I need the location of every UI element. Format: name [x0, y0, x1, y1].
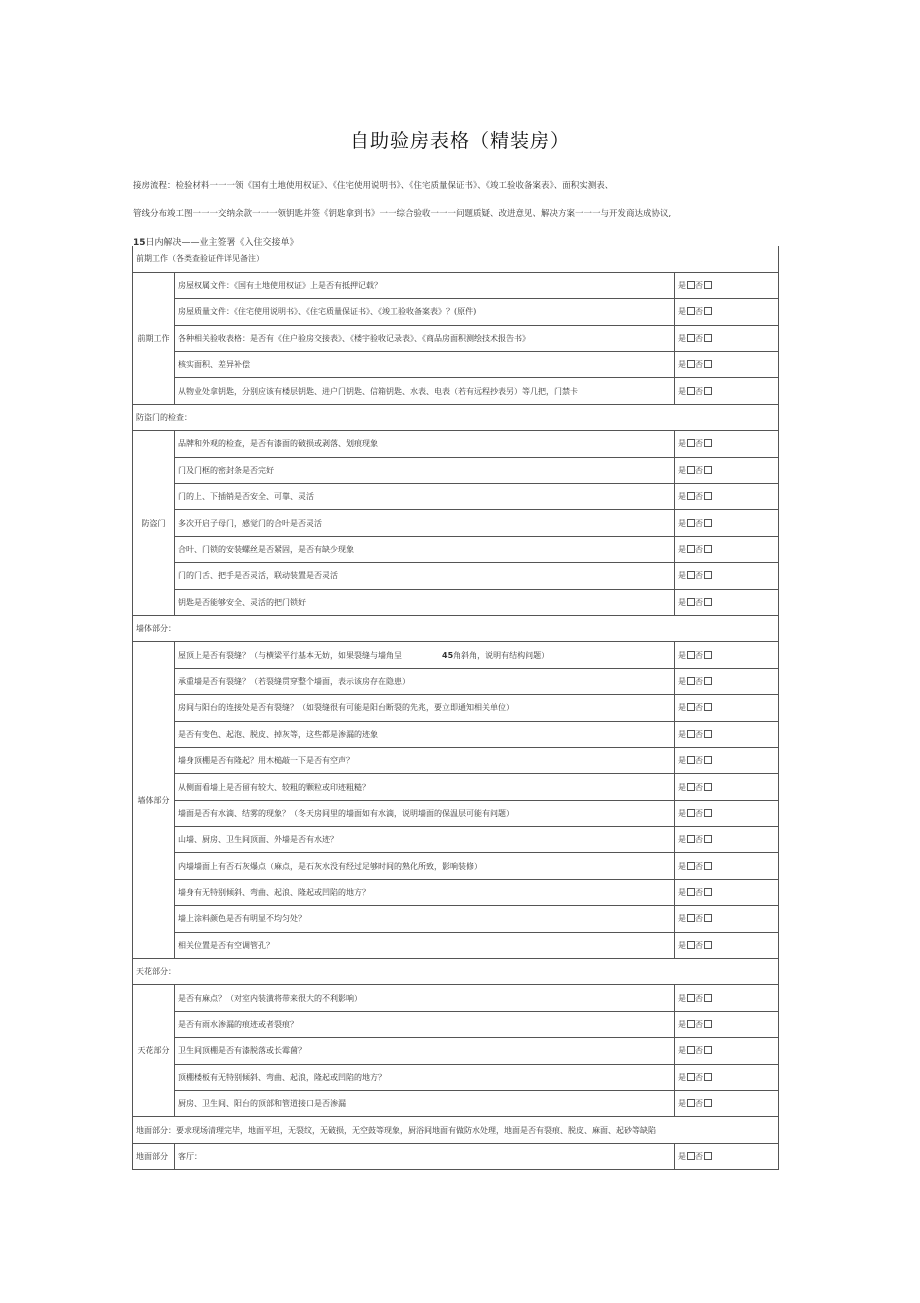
yes-checkbox[interactable]	[687, 783, 695, 791]
yes-no-checkbox-cell	[675, 299, 779, 325]
item-text: 卫生间顶棚是否有漆脱落或长霉菌？	[178, 1046, 306, 1056]
item-text: 是否有麻点？（对室内装潢将带来很大的不利影响）	[178, 993, 362, 1003]
section-header-row	[133, 959, 779, 985]
item-description	[175, 721, 675, 747]
item-description	[175, 853, 675, 879]
item-description	[175, 985, 675, 1011]
item-text: 屋顶上是否有裂缝？（与横梁平行基本无妨，如果裂缝与墙角呈	[178, 650, 402, 660]
no-checkbox[interactable]	[704, 439, 712, 447]
yes-no-checkbox-cell	[675, 1038, 779, 1064]
no-label: 否	[695, 597, 703, 607]
no-label: 否	[695, 940, 703, 950]
yes-label: 是	[678, 1020, 686, 1030]
yes-label: 是	[678, 597, 686, 607]
no-label: 否	[695, 729, 703, 739]
table-row	[133, 721, 779, 747]
no-label: 否	[695, 1099, 703, 1109]
yes-checkbox[interactable]	[687, 545, 695, 553]
section-header-row	[133, 615, 779, 641]
no-checkbox[interactable]	[704, 466, 712, 474]
item-text: 是否有雨水渗漏的痕迹或者裂痕？	[178, 1020, 298, 1030]
no-checkbox[interactable]	[704, 835, 712, 843]
table-row	[133, 510, 779, 536]
no-label: 否	[695, 756, 703, 766]
yes-checkbox[interactable]	[687, 519, 695, 527]
item-description	[175, 827, 675, 853]
no-checkbox[interactable]	[704, 888, 712, 896]
section-header: 地面部分：要求现场清理完毕，地面平坦，无裂纹，无破损，无空鼓等现象，厨浴间地面有做防水处理，地面是否有裂痕、脱皮、麻面、起砂等缺陷	[133, 1117, 779, 1143]
no-checkbox[interactable]	[704, 914, 712, 922]
yes-no-checkbox-cell	[675, 431, 779, 457]
table-row	[133, 352, 779, 378]
item-text: 内墙墙面上有否石灰爆点（麻点，是石灰水没有经过足够时间的熟化所致，影响装修）	[178, 861, 482, 871]
item-text: 房屋权属文件：《国有土地使用权证》上是否有抵押记载？	[178, 281, 382, 291]
yes-label: 是	[678, 360, 686, 370]
no-checkbox[interactable]	[704, 598, 712, 606]
no-label: 否	[695, 914, 703, 924]
item-text-tail: 角斜角，说明有结构问题）	[453, 650, 550, 660]
yes-label: 是	[678, 492, 686, 502]
item-description	[175, 325, 675, 351]
no-label: 否	[695, 782, 703, 792]
yes-checkbox[interactable]	[687, 835, 695, 843]
no-checkbox[interactable]	[704, 545, 712, 553]
intro-line-1: 接房流程：检验材料一一一领《国有土地使用权证》、《住宅使用说明书》、《住宅质量保证书》、《竣工验收备案表》、面积实测表、	[133, 181, 614, 191]
item-description	[175, 695, 675, 721]
yes-no-checkbox-cell	[675, 352, 779, 378]
table-row	[133, 642, 779, 668]
yes-label: 是	[678, 439, 686, 449]
item-text: 门的门舌、把手是否灵活，联动装置是否灵活	[178, 571, 338, 581]
no-checkbox[interactable]	[704, 492, 712, 500]
yes-checkbox[interactable]	[687, 809, 695, 817]
no-label: 否	[695, 281, 703, 291]
no-checkbox[interactable]	[704, 1020, 712, 1028]
yes-no-checkbox-cell	[675, 484, 779, 510]
yes-label: 是	[678, 808, 686, 818]
item-text: 钥匙是否能够安全、灵活的把门锁好	[178, 597, 306, 607]
yes-label: 是	[678, 993, 686, 1003]
yes-no-checkbox-cell	[675, 774, 779, 800]
yes-no-checkbox-cell	[675, 879, 779, 905]
item-text: 墙上涂料颜色是否有明显不均匀处？	[178, 914, 306, 924]
yes-label: 是	[678, 703, 686, 713]
no-label: 否	[695, 1046, 703, 1056]
yes-checkbox[interactable]	[687, 1046, 695, 1054]
yes-checkbox[interactable]	[687, 677, 695, 685]
table-row	[133, 879, 779, 905]
yes-checkbox[interactable]	[687, 862, 695, 870]
item-text: 门及门框的密封条是否完好	[178, 465, 274, 475]
no-label: 否	[695, 465, 703, 475]
item-description	[175, 1011, 675, 1037]
no-label: 否	[695, 1020, 703, 1030]
table-row	[133, 272, 779, 298]
section-header: 前期工作（各类查验证件详见备注）	[133, 246, 779, 272]
table-row	[133, 827, 779, 853]
no-label: 否	[695, 518, 703, 528]
no-label: 否	[695, 1072, 703, 1082]
no-label: 否	[695, 861, 703, 871]
table-row	[133, 457, 779, 483]
item-description	[175, 879, 675, 905]
item-text: 承重墙是否有裂缝？（若裂缝贯穿整个墙面，表示该房存在隐患）	[178, 676, 410, 686]
no-checkbox[interactable]	[704, 519, 712, 527]
yes-checkbox[interactable]	[687, 1073, 695, 1081]
yes-no-checkbox-cell	[675, 642, 779, 668]
no-label: 否	[695, 571, 703, 581]
yes-label: 是	[678, 650, 686, 660]
category-cell: 防盗门	[133, 431, 175, 616]
yes-label: 是	[678, 518, 686, 528]
yes-checkbox[interactable]	[687, 1099, 695, 1107]
yes-label: 是	[678, 1072, 686, 1082]
section-header: 墙体部分：	[133, 615, 779, 641]
item-description	[175, 589, 675, 615]
table-row	[133, 853, 779, 879]
yes-label: 是	[678, 571, 686, 581]
yes-checkbox[interactable]	[687, 756, 695, 764]
table-row	[133, 985, 779, 1011]
table-row	[133, 668, 779, 694]
no-checkbox[interactable]	[704, 677, 712, 685]
yes-label: 是	[678, 940, 686, 950]
yes-checkbox[interactable]	[687, 914, 695, 922]
item-text: 从侧面看墙上是否留有较大、较粗的颗粒或印迹粗糙？	[178, 782, 370, 792]
category-cell: 前期工作	[133, 272, 175, 404]
yes-no-checkbox-cell	[675, 563, 779, 589]
item-text: 各种相关验收表格：是否有《住户验房交接表》、《楼宇验收记录表》、《商品房面积测绘技术报告书》	[178, 333, 530, 343]
yes-no-checkbox-cell	[675, 800, 779, 826]
item-description	[175, 563, 675, 589]
no-label: 否	[695, 439, 703, 449]
table-row	[133, 378, 779, 404]
yes-no-checkbox-cell	[675, 589, 779, 615]
no-label: 否	[695, 492, 703, 502]
page-title: 自助验房表格（精装房）	[349, 130, 570, 152]
yes-no-checkbox-cell	[675, 510, 779, 536]
yes-no-checkbox-cell	[675, 853, 779, 879]
table-row	[133, 800, 779, 826]
yes-checkbox[interactable]	[687, 941, 695, 949]
item-description	[175, 642, 675, 668]
no-label: 否	[695, 1151, 703, 1161]
category-cell: 地面部分	[133, 1143, 175, 1169]
item-text: 墙身顶棚是否有隆起？用木槌敲一下是否有空声？	[178, 756, 354, 766]
item-text: 山墙、厨房、卫生间顶面、外墙是否有水迹？	[178, 835, 338, 845]
no-checkbox[interactable]	[704, 809, 712, 817]
yes-label: 是	[678, 281, 686, 291]
item-description	[175, 457, 675, 483]
no-label: 否	[695, 333, 703, 343]
item-description	[175, 747, 675, 773]
yes-checkbox[interactable]	[687, 598, 695, 606]
yes-label: 是	[678, 835, 686, 845]
yes-label: 是	[678, 386, 686, 396]
no-label: 否	[695, 888, 703, 898]
yes-no-checkbox-cell	[675, 747, 779, 773]
yes-no-checkbox-cell	[675, 932, 779, 958]
yes-label: 是	[678, 729, 686, 739]
item-description	[175, 484, 675, 510]
no-checkbox[interactable]	[704, 1073, 712, 1081]
item-text: 从物业处拿钥匙，分别应该有楼层钥匙、进户门钥匙、信箱钥匙、水表、电表（若有远程抄表另）等几把，门禁卡	[178, 386, 578, 396]
yes-checkbox[interactable]	[687, 439, 695, 447]
item-description	[175, 932, 675, 958]
no-checkbox[interactable]	[704, 334, 712, 342]
yes-no-checkbox-cell	[675, 1143, 779, 1169]
yes-label: 是	[678, 676, 686, 686]
item-description	[175, 1038, 675, 1064]
no-label: 否	[695, 307, 703, 317]
item-description	[175, 774, 675, 800]
item-description	[175, 272, 675, 298]
no-checkbox[interactable]	[704, 651, 712, 659]
intro-days-number: 15	[133, 238, 146, 248]
item-text: 墙面是否有水滴、结雾的现象？（冬天房间里的墙面如有水滴，说明墙面的保温层可能有问题）	[178, 808, 514, 818]
yes-checkbox[interactable]	[687, 307, 695, 315]
no-label: 否	[695, 676, 703, 686]
no-checkbox[interactable]	[704, 994, 712, 1002]
table-row	[133, 932, 779, 958]
yes-label: 是	[678, 333, 686, 343]
category-cell: 墙体部分	[133, 642, 175, 959]
item-description	[175, 1091, 675, 1117]
item-description	[175, 299, 675, 325]
section-header: 天花部分：	[133, 959, 779, 985]
angle-number: 45	[442, 650, 454, 660]
item-text: 墙身有无特别倾斜、弯曲、起浪、隆起或凹陷的地方？	[178, 888, 370, 898]
item-description	[175, 510, 675, 536]
section-header-row	[133, 246, 779, 272]
item-description	[175, 668, 675, 694]
yes-label: 是	[678, 544, 686, 554]
no-checkbox[interactable]	[704, 360, 712, 368]
item-description	[175, 378, 675, 404]
yes-label: 是	[678, 1099, 686, 1109]
yes-no-checkbox-cell	[675, 1011, 779, 1037]
item-text: 核实面积、差异补偿	[178, 360, 250, 370]
item-text: 多次开启子母门，感觉门的合叶是否灵活	[178, 518, 322, 528]
no-checkbox[interactable]	[704, 1152, 712, 1160]
no-checkbox[interactable]	[704, 862, 712, 870]
yes-checkbox[interactable]	[687, 492, 695, 500]
item-description	[175, 1064, 675, 1090]
yes-no-checkbox-cell	[675, 1091, 779, 1117]
yes-no-checkbox-cell	[675, 906, 779, 932]
yes-no-checkbox-cell	[675, 457, 779, 483]
table-row	[133, 1064, 779, 1090]
table-row	[133, 299, 779, 325]
intro-line-2: 管线分布竣工图一一一交纳余款一一一领钥匙并签《钥匙拿到书》一一综合验收一一一问题质疑、改进意见、解决方案一一一与开发商达成协议,	[133, 209, 672, 219]
table-row	[133, 536, 779, 562]
no-label: 否	[695, 544, 703, 554]
no-checkbox[interactable]	[704, 783, 712, 791]
item-description	[175, 906, 675, 932]
yes-checkbox[interactable]	[687, 360, 695, 368]
yes-label: 是	[678, 465, 686, 475]
item-text: 房间与阳台的连接处是否有裂缝？（如裂缝很有可能是阳台断裂的先兆，要立即通知相关单位）	[178, 703, 514, 713]
no-checkbox[interactable]	[704, 281, 712, 289]
no-label: 否	[695, 993, 703, 1003]
inspection-table	[132, 246, 779, 1170]
item-description	[175, 536, 675, 562]
no-checkbox[interactable]	[704, 1099, 712, 1107]
table-row	[133, 1091, 779, 1117]
table-row	[133, 563, 779, 589]
item-text: 顶棚楼板有无特别倾斜、弯曲、起浪，隆起或凹陷的地方？	[178, 1072, 386, 1082]
no-label: 否	[695, 808, 703, 818]
table-row	[133, 325, 779, 351]
no-label: 否	[695, 703, 703, 713]
yes-checkbox[interactable]	[687, 1020, 695, 1028]
no-checkbox[interactable]	[704, 941, 712, 949]
item-description	[175, 352, 675, 378]
no-checkbox[interactable]	[704, 387, 712, 395]
yes-checkbox[interactable]	[687, 466, 695, 474]
yes-no-checkbox-cell	[675, 985, 779, 1011]
table-row	[133, 1038, 779, 1064]
yes-label: 是	[678, 1151, 686, 1161]
item-text: 是否有变色、起泡、脱皮、掉灰等，这些都是渗漏的迹象	[178, 729, 378, 739]
no-label: 否	[695, 360, 703, 370]
yes-no-checkbox-cell	[675, 695, 779, 721]
no-label: 否	[695, 650, 703, 660]
no-label: 否	[695, 386, 703, 396]
no-checkbox[interactable]	[704, 756, 712, 764]
table-row	[133, 906, 779, 932]
item-text: 合叶、门锁的安装螺丝是否紧固，是否有缺少现象	[178, 544, 354, 554]
yes-label: 是	[678, 1046, 686, 1056]
section-header-row	[133, 404, 779, 430]
item-text: 品牌和外观的检查，是否有漆面的破损或剥落、划痕现象	[178, 439, 378, 449]
item-description	[175, 431, 675, 457]
table-row	[133, 1143, 779, 1169]
table-row	[133, 747, 779, 773]
category-cell: 天花部分	[133, 985, 175, 1117]
item-text: 厨房、卫生间、阳台的顶部和管道接口是否渗漏	[178, 1099, 346, 1109]
item-text: 相关位置是否有空调管孔？	[178, 940, 274, 950]
no-checkbox[interactable]	[704, 571, 712, 579]
yes-label: 是	[678, 782, 686, 792]
yes-no-checkbox-cell	[675, 1064, 779, 1090]
table-row	[133, 589, 779, 615]
yes-checkbox[interactable]	[687, 281, 695, 289]
yes-label: 是	[678, 861, 686, 871]
section-header-row	[133, 1117, 779, 1143]
table-row	[133, 484, 779, 510]
intro-line-3-text: 日内解决——业主签署《入住交接单》	[145, 238, 299, 248]
yes-checkbox[interactable]	[687, 571, 695, 579]
yes-no-checkbox-cell	[675, 536, 779, 562]
yes-label: 是	[678, 914, 686, 924]
table-row	[133, 695, 779, 721]
yes-checkbox[interactable]	[687, 334, 695, 342]
yes-label: 是	[678, 756, 686, 766]
item-description: 客厅：	[175, 1143, 675, 1169]
item-text: 房屋质量文件：《住宅使用说明书》、《住宅质量保证书》、《竣工验收备案表》？(原件)	[178, 307, 477, 317]
yes-no-checkbox-cell	[675, 378, 779, 404]
yes-label: 是	[678, 888, 686, 898]
no-checkbox[interactable]	[704, 730, 712, 738]
yes-no-checkbox-cell	[675, 721, 779, 747]
yes-checkbox[interactable]	[687, 1152, 695, 1160]
table-row	[133, 1011, 779, 1037]
no-checkbox[interactable]	[704, 1046, 712, 1054]
yes-checkbox[interactable]	[687, 994, 695, 1002]
section-header: 防盗门的检查：	[133, 404, 779, 430]
item-text: 门的上、下插销是否安全、可靠、灵活	[178, 492, 314, 502]
no-label: 否	[695, 835, 703, 845]
yes-checkbox[interactable]	[687, 888, 695, 896]
item-description	[175, 800, 675, 826]
table-row	[133, 431, 779, 457]
yes-no-checkbox-cell	[675, 668, 779, 694]
yes-label: 是	[678, 307, 686, 317]
table-row	[133, 774, 779, 800]
yes-checkbox[interactable]	[687, 651, 695, 659]
yes-checkbox[interactable]	[687, 730, 695, 738]
yes-no-checkbox-cell	[675, 272, 779, 298]
yes-no-checkbox-cell	[675, 325, 779, 351]
no-checkbox[interactable]	[704, 307, 712, 315]
yes-checkbox[interactable]	[687, 703, 695, 711]
no-checkbox[interactable]	[704, 703, 712, 711]
yes-checkbox[interactable]	[687, 387, 695, 395]
yes-no-checkbox-cell	[675, 827, 779, 853]
